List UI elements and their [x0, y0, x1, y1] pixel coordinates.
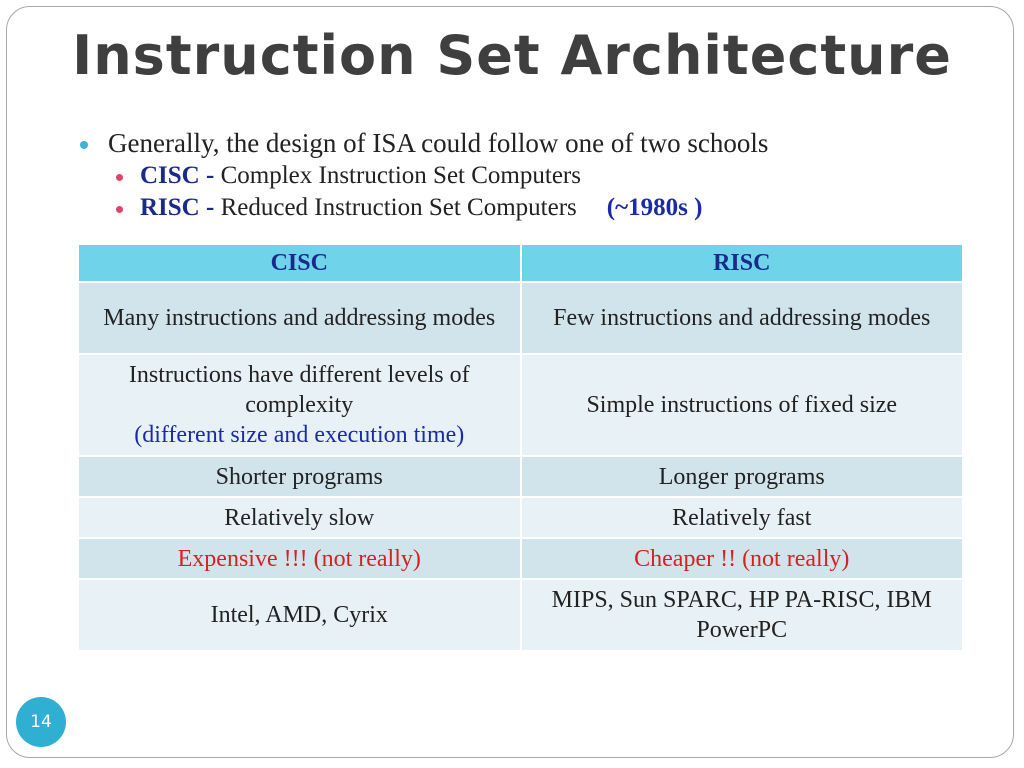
slide-title: Instruction Set Architecture: [72, 24, 952, 87]
header-cisc: CISC: [78, 244, 521, 282]
table-row: [78, 456, 963, 497]
table-row: [78, 282, 963, 354]
cisc-cell: [78, 354, 521, 456]
cisc-cell-text: Instructions have different levels of complexity: [128, 362, 470, 418]
cisc-cell: Expensive !!! (not really): [78, 538, 521, 579]
table-header-row: [78, 244, 963, 282]
page-number-badge: 14: [16, 697, 66, 747]
sub-bullet-risc: [116, 194, 702, 222]
cisc-cell: Many instructions and addressing modes: [78, 282, 521, 354]
table-row: [78, 538, 963, 579]
sub-bullet-text: Reduced Instruction Set Computers: [214, 194, 577, 221]
risc-cell: Few instructions and addressing modes: [521, 282, 964, 354]
table-row: [78, 497, 963, 538]
sub-bullet-keyword: RISC -: [140, 194, 215, 221]
sub-bullet-dot-icon: [116, 206, 123, 213]
cisc-cell: Shorter programs: [78, 456, 521, 497]
header-risc: RISC: [521, 244, 964, 282]
risc-cell: Cheaper !! (not really): [521, 538, 964, 579]
risc-cell: Relatively fast: [521, 497, 964, 538]
bullet-dot-icon: [80, 141, 88, 149]
cisc-cell: Relatively slow: [78, 497, 521, 538]
sub-bullet-dot-icon: [116, 174, 123, 181]
sub-bullet-text: Complex Instruction Set Computers: [214, 162, 581, 189]
table-row: [78, 354, 963, 456]
main-bullet-text: Generally, the design of ISA could follow one of two schools: [108, 128, 769, 158]
risc-cell: Longer programs: [521, 456, 964, 497]
sub-bullet-keyword: CISC -: [140, 162, 215, 189]
comparison-table: [77, 243, 964, 652]
sub-bullet-cisc: [116, 162, 581, 190]
cisc-cell: Intel, AMD, Cyrix: [78, 579, 521, 651]
table-row: [78, 579, 963, 651]
risc-cell: MIPS, Sun SPARC, HP PA-RISC, IBM PowerPC: [521, 579, 964, 651]
cisc-cell-note: (different size and execution time): [134, 422, 465, 448]
sub-bullet-era-note: (~1980s ): [606, 194, 703, 221]
risc-cell: Simple instructions of fixed size: [521, 354, 964, 456]
main-bullet: [80, 128, 768, 159]
